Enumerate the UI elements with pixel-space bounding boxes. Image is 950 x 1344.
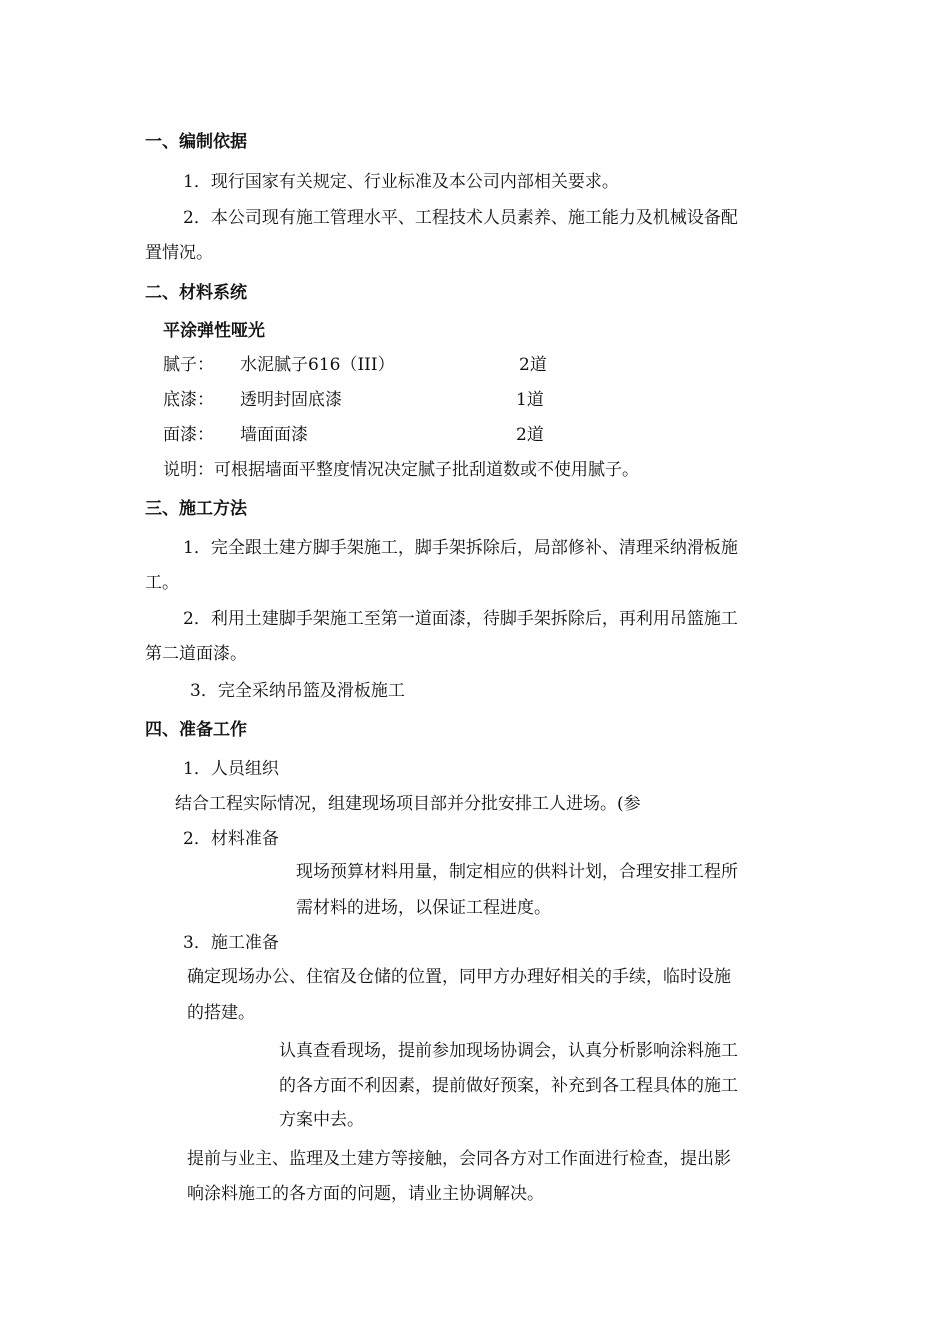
basis-item-1: 1．现行国家有关规定、行业标准及本公司内部相关要求。: [183, 172, 619, 192]
material-row-label: 底漆：: [163, 390, 214, 410]
section-heading-methods: 三、施工方法: [145, 499, 247, 519]
prep-item-2-line-2: 需材料的进场，以保证工程进度。: [296, 898, 551, 918]
prep-item-3-para-2-line-3: 方案中去。: [279, 1110, 364, 1130]
method-2-line-2: 第二道面漆。: [145, 644, 247, 664]
method-1-line-2: 工。: [145, 573, 179, 593]
material-row-name: 透明封固底漆: [240, 390, 342, 410]
section-heading-preparation: 四、准备工作: [145, 720, 247, 740]
basis-item-2-line-1: 2．本公司现有施工管理水平、工程技术人员素养、施工能力及机械设备配: [183, 208, 738, 228]
prep-item-2-line-1: 现场预算材料用量，制定相应的供料计划，合理安排工程所: [296, 862, 738, 882]
method-3: 3．完全采纳吊篮及滑板施工: [190, 681, 405, 701]
prep-item-3-para-2-line-1: 认真查看现场，提前参加现场协调会，认真分析影响涂料施工: [279, 1041, 738, 1061]
material-row-coats: 1道: [516, 390, 544, 410]
prep-item-2-title: 2．材料准备: [183, 829, 279, 849]
prep-item-3-para-3-line-2: 响涂料施工的各方面的问题，请业主协调解决。: [187, 1184, 544, 1204]
prep-item-1-title: 1．人员组织: [183, 759, 279, 779]
material-row-name: 墙面面漆: [240, 425, 308, 445]
materials-note: 说明：可根据墙面平整度情况决定腻子批刮道数或不使用腻子。: [163, 460, 639, 480]
prep-item-3-para-1-line-1: 确定现场办公、住宿及仓储的位置，同甲方办理好相关的手续，临时设施: [187, 967, 731, 987]
prep-item-3-para-2-line-2: 的各方面不利因素，提前做好预案，补充到各工程具体的施工: [279, 1076, 738, 1096]
section-heading-basis: 一、编制依据: [145, 132, 247, 152]
materials-subheading: 平涂弹性哑光: [163, 321, 265, 341]
material-row-name: 水泥腻子616（III）: [240, 355, 395, 375]
method-2-line-1: 2．利用土建脚手架施工至第一道面漆，待脚手架拆除后，再利用吊篮施工: [183, 609, 738, 629]
material-row-label: 腻子：: [163, 355, 214, 375]
section-heading-materials: 二、材料系统: [145, 283, 247, 303]
method-1-line-1: 1．完全跟土建方脚手架施工，脚手架拆除后，局部修补、清理采纳滑板施: [183, 538, 738, 558]
prep-item-3-para-1-line-2: 的搭建。: [187, 1003, 255, 1023]
material-row-coats: 2道: [516, 425, 544, 445]
prep-item-3-title: 3．施工准备: [183, 933, 279, 953]
basis-item-2-line-2: 置情况。: [145, 243, 213, 263]
prep-item-3-para-3-line-1: 提前与业主、监理及土建方等接触，会同各方对工作面进行检查，提出影: [187, 1149, 731, 1169]
prep-item-1-text: 结合工程实际情况，组建现场项目部并分批安排工人进场。(参: [175, 794, 641, 814]
material-row-coats: 2道: [519, 355, 547, 375]
material-row-label: 面漆：: [163, 425, 214, 445]
